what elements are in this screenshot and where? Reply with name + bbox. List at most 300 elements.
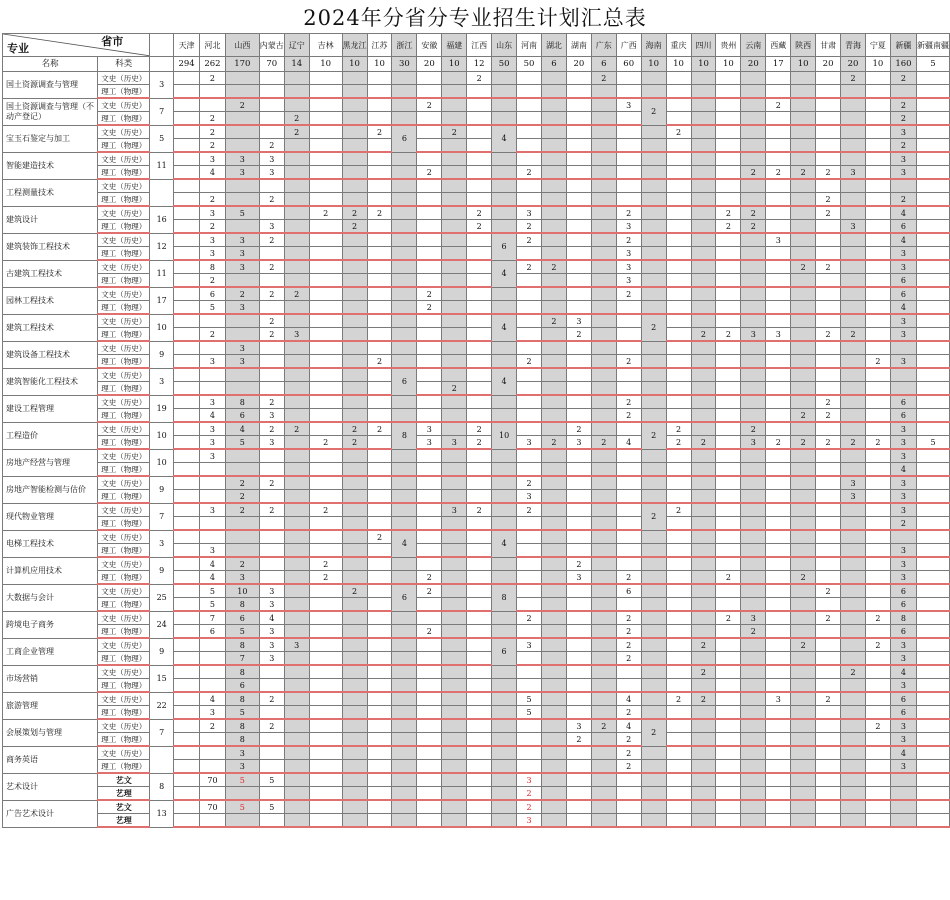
- plan-cell: [367, 463, 392, 477]
- plan-cell: [741, 692, 766, 706]
- plan-cell: [865, 463, 890, 477]
- plan-cell: [691, 611, 716, 625]
- plan-cell: [616, 328, 641, 342]
- plan-cell: [841, 544, 866, 558]
- plan-cell: [716, 652, 741, 666]
- plan-cell: [566, 692, 591, 706]
- plan-cell: [616, 544, 641, 558]
- plan-cell: [716, 139, 741, 153]
- plan-cell: [566, 166, 591, 180]
- plan-cell: 3: [890, 544, 916, 558]
- plan-cell: [467, 652, 492, 666]
- plan-cell: 2: [616, 611, 641, 625]
- plan-cell: [392, 787, 417, 801]
- plan-cell: [917, 206, 950, 220]
- plan-cell: [865, 287, 890, 301]
- plan-cell: [791, 490, 816, 504]
- plan-cell: [367, 382, 392, 396]
- plan-cell: 2: [259, 233, 284, 247]
- major-name: 会展策划与管理: [3, 719, 98, 746]
- plan-cell: [816, 652, 841, 666]
- plan-cell: [865, 220, 890, 234]
- plan-cell: [517, 139, 542, 153]
- plan-cell: [367, 436, 392, 450]
- plan-cell: [392, 247, 417, 261]
- plan-cell: [917, 490, 950, 504]
- plan-cell: [467, 193, 492, 207]
- corner-header: [3, 34, 150, 57]
- plan-cell: [766, 206, 791, 220]
- subject-type: 艺文: [98, 773, 150, 787]
- plan-cell: [616, 814, 641, 828]
- plan-cell: [865, 179, 890, 193]
- plan-cell: [284, 787, 309, 801]
- major-total: 8: [150, 773, 174, 800]
- plan-cell: [816, 746, 841, 760]
- plan-cell: 3: [890, 733, 916, 747]
- plan-cell: [492, 72, 517, 85]
- plan-cell: [442, 760, 467, 774]
- plan-cell: [917, 355, 950, 369]
- plan-cell: [259, 733, 284, 747]
- plan-cell: 2: [816, 436, 841, 450]
- plan-cell: [766, 733, 791, 747]
- plan-cell: [517, 449, 542, 463]
- plan-cell: [174, 301, 200, 315]
- plan-cell: [367, 287, 392, 301]
- plan-cell: [591, 179, 616, 193]
- plan-cell: [716, 166, 741, 180]
- plan-cell: [392, 517, 417, 531]
- plan-cell: 2: [417, 287, 442, 301]
- plan-cell: [865, 652, 890, 666]
- plan-cell: [616, 490, 641, 504]
- plan-cell: 2: [367, 355, 392, 369]
- plan-cell: 2: [890, 72, 916, 85]
- plan-cell: [816, 125, 841, 139]
- plan-cell: 3: [225, 233, 259, 247]
- plan-cell: 8: [492, 584, 517, 611]
- plan-cell: [517, 247, 542, 261]
- plan-cell: [442, 490, 467, 504]
- plan-cell: 2: [791, 638, 816, 652]
- subject-type: 理工（物理）: [98, 544, 150, 558]
- plan-cell: [174, 85, 200, 99]
- plan-cell: [541, 274, 566, 288]
- plan-cell: [259, 72, 284, 85]
- plan-cell: [791, 85, 816, 99]
- plan-cell: [517, 395, 542, 409]
- plan-cell: [917, 679, 950, 693]
- plan-cell: [367, 800, 392, 814]
- plan-cell: [766, 719, 791, 733]
- plan-cell: [392, 193, 417, 207]
- plan-cell: [342, 368, 367, 382]
- plan-cell: [791, 800, 816, 814]
- plan-cell: [917, 544, 950, 558]
- plan-cell: [816, 179, 841, 193]
- plan-cell: [641, 557, 666, 571]
- plan-cell: [442, 166, 467, 180]
- province-header: 贵州: [716, 34, 741, 57]
- plan-cell: 3: [566, 719, 591, 733]
- plan-cell: [890, 382, 916, 396]
- plan-cell: 4: [392, 530, 417, 557]
- plan-cell: [309, 247, 342, 261]
- province-header: 江苏: [367, 34, 392, 57]
- plan-cell: [865, 166, 890, 180]
- plan-cell: [816, 706, 841, 720]
- plan-cell: [666, 652, 691, 666]
- plan-cell: [174, 314, 200, 328]
- subject-type: 文史（历史）: [98, 179, 150, 193]
- plan-cell: [225, 85, 259, 99]
- plan-cell: [716, 341, 741, 355]
- major-total: 7: [150, 503, 174, 530]
- plan-cell: [691, 382, 716, 396]
- plan-cell: [616, 193, 641, 207]
- plan-cell: [741, 571, 766, 585]
- plan-cell: [865, 814, 890, 828]
- plan-cell: 6: [225, 679, 259, 693]
- plan-cell: [816, 679, 841, 693]
- plan-cell: [342, 314, 367, 328]
- plan-cell: 2: [200, 112, 226, 126]
- plan-cell: 10: [225, 584, 259, 598]
- plan-cell: 2: [467, 72, 492, 85]
- subject-type: 理工（物理）: [98, 139, 150, 153]
- plan-cell: [716, 287, 741, 301]
- plan-cell: [591, 395, 616, 409]
- plan-cell: [566, 193, 591, 207]
- plan-cell: [392, 85, 417, 99]
- plan-cell: [741, 476, 766, 490]
- plan-cell: [467, 314, 492, 328]
- plan-cell: [841, 287, 866, 301]
- province-header: 海南: [641, 34, 666, 57]
- plan-cell: 2: [517, 220, 542, 234]
- plan-cell: [566, 746, 591, 760]
- plan-cell: [865, 679, 890, 693]
- plan-cell: [791, 274, 816, 288]
- plan-cell: [309, 152, 342, 166]
- plan-cell: [467, 382, 492, 396]
- province-total: 30: [392, 57, 417, 72]
- plan-cell: 3: [259, 598, 284, 612]
- plan-cell: 3: [741, 436, 766, 450]
- plan-cell: [309, 328, 342, 342]
- plan-cell: [841, 409, 866, 423]
- plan-cell: [741, 287, 766, 301]
- plan-cell: [666, 719, 691, 733]
- plan-cell: [284, 355, 309, 369]
- plan-cell: [541, 85, 566, 99]
- plan-cell: [541, 193, 566, 207]
- plan-cell: [309, 544, 342, 558]
- plan-cell: [791, 112, 816, 126]
- plan-cell: 2: [200, 274, 226, 288]
- plan-cell: [259, 274, 284, 288]
- plan-cell: [367, 625, 392, 639]
- plan-cell: [917, 665, 950, 679]
- plan-cell: [342, 112, 367, 126]
- plan-cell: [791, 98, 816, 112]
- subject-type: 理工（物理）: [98, 571, 150, 585]
- plan-cell: [417, 787, 442, 801]
- plan-cell: [641, 395, 666, 409]
- major-name: 建设工程管理: [3, 395, 98, 422]
- plan-cell: [467, 395, 492, 409]
- plan-cell: [591, 463, 616, 477]
- plan-cell: [225, 517, 259, 531]
- plan-cell: [616, 476, 641, 490]
- major-name: 房地产智能检测与估价: [3, 476, 98, 503]
- plan-cell: [691, 247, 716, 261]
- plan-cell: [890, 179, 916, 193]
- plan-cell: [284, 260, 309, 274]
- plan-cell: [841, 247, 866, 261]
- plan-cell: 2: [566, 733, 591, 747]
- plan-cell: 5: [225, 800, 259, 814]
- plan-cell: [467, 544, 492, 558]
- plan-cell: [816, 247, 841, 261]
- province-header: 吉林: [309, 34, 342, 57]
- plan-cell: [342, 706, 367, 720]
- plan-cell: [841, 449, 866, 463]
- plan-cell: [442, 544, 467, 558]
- plan-cell: [284, 679, 309, 693]
- plan-cell: [791, 287, 816, 301]
- major-name: 国土资源调查与管理: [3, 72, 98, 99]
- plan-cell: [641, 260, 666, 274]
- plan-cell: [392, 692, 417, 706]
- major-name: 艺术设计: [3, 773, 98, 800]
- plan-cell: 3: [890, 328, 916, 342]
- plan-cell: 3: [517, 436, 542, 450]
- subject-type: 理工（物理）: [98, 652, 150, 666]
- plan-cell: [225, 274, 259, 288]
- plan-cell: [791, 706, 816, 720]
- plan-cell: [816, 800, 841, 814]
- plan-cell: 4: [200, 692, 226, 706]
- plan-cell: [442, 652, 467, 666]
- plan-cell: [816, 382, 841, 396]
- plan-cell: [691, 571, 716, 585]
- plan-cell: [716, 449, 741, 463]
- plan-cell: [666, 220, 691, 234]
- plan-cell: [517, 152, 542, 166]
- plan-cell: [666, 787, 691, 801]
- plan-cell: [367, 476, 392, 490]
- major-name: 工程造价: [3, 422, 98, 449]
- plan-cell: 2: [591, 719, 616, 733]
- plan-cell: [865, 598, 890, 612]
- plan-cell: [691, 409, 716, 423]
- plan-cell: [791, 611, 816, 625]
- province-total: 10: [865, 57, 890, 72]
- plan-cell: 2: [816, 395, 841, 409]
- plan-cell: [791, 193, 816, 207]
- plan-cell: [841, 341, 866, 355]
- plan-cell: [442, 584, 467, 598]
- plan-cell: 2: [616, 571, 641, 585]
- plan-cell: [367, 328, 392, 342]
- plan-cell: [841, 395, 866, 409]
- plan-cell: [691, 314, 716, 328]
- plan-cell: [174, 247, 200, 261]
- plan-cell: [259, 517, 284, 531]
- plan-cell: [917, 746, 950, 760]
- plan-cell: [367, 638, 392, 652]
- plan-cell: [766, 611, 791, 625]
- plan-cell: 2: [616, 355, 641, 369]
- subject-type: 理工（物理）: [98, 490, 150, 504]
- plan-cell: [716, 72, 741, 85]
- plan-cell: [716, 463, 741, 477]
- plan-cell: [174, 355, 200, 369]
- plan-cell: [816, 787, 841, 801]
- major-total: 3: [150, 530, 174, 557]
- plan-cell: [666, 274, 691, 288]
- plan-cell: [691, 179, 716, 193]
- plan-cell: 6: [200, 287, 226, 301]
- plan-cell: [284, 746, 309, 760]
- plan-cell: [342, 571, 367, 585]
- plan-cell: [517, 652, 542, 666]
- plan-cell: [392, 463, 417, 477]
- plan-cell: [716, 301, 741, 315]
- plan-cell: [841, 301, 866, 315]
- plan-cell: [417, 247, 442, 261]
- plan-cell: [342, 463, 367, 477]
- plan-cell: 4: [616, 436, 641, 450]
- plan-cell: 3: [417, 436, 442, 450]
- plan-cell: [816, 760, 841, 774]
- subject-type: 文史（历史）: [98, 719, 150, 733]
- plan-cell: [309, 125, 342, 139]
- plan-cell: [309, 760, 342, 774]
- plan-cell: 6: [890, 274, 916, 288]
- plan-cell: [741, 557, 766, 571]
- plan-cell: [517, 517, 542, 531]
- plan-cell: [417, 220, 442, 234]
- plan-cell: [766, 800, 791, 814]
- plan-cell: [666, 490, 691, 504]
- plan-cell: [741, 760, 766, 774]
- plan-cell: [766, 314, 791, 328]
- plan-cell: 6: [890, 220, 916, 234]
- plan-cell: [392, 341, 417, 355]
- major-name: 建筑设备工程技术: [3, 341, 98, 368]
- plan-cell: [841, 719, 866, 733]
- plan-cell: [566, 463, 591, 477]
- plan-cell: 2: [890, 112, 916, 126]
- plan-cell: [691, 139, 716, 153]
- plan-cell: 3: [841, 166, 866, 180]
- plan-cell: [865, 476, 890, 490]
- plan-cell: [392, 152, 417, 166]
- plan-cell: [417, 395, 442, 409]
- plan-cell: [174, 193, 200, 207]
- plan-cell: [566, 584, 591, 598]
- plan-cell: 3: [200, 395, 226, 409]
- plan-cell: [492, 287, 517, 301]
- plan-cell: [541, 814, 566, 828]
- plan-cell: 4: [225, 422, 259, 436]
- major-name: 旅游管理: [3, 692, 98, 719]
- plan-cell: [541, 733, 566, 747]
- plan-cell: [566, 274, 591, 288]
- plan-cell: [284, 139, 309, 153]
- plan-cell: [917, 395, 950, 409]
- plan-cell: 3: [566, 314, 591, 328]
- plan-cell: [766, 449, 791, 463]
- province-header: 新疆: [890, 34, 916, 57]
- plan-cell: [442, 193, 467, 207]
- plan-cell: [716, 247, 741, 261]
- plan-cell: 3: [259, 220, 284, 234]
- plan-cell: [816, 625, 841, 639]
- plan-cell: [309, 814, 342, 828]
- plan-cell: [492, 611, 517, 625]
- province-total: 10: [442, 57, 467, 72]
- plan-cell: 2: [342, 436, 367, 450]
- plan-cell: 3: [766, 233, 791, 247]
- plan-cell: 2: [309, 571, 342, 585]
- plan-cell: 3: [566, 436, 591, 450]
- plan-cell: [284, 98, 309, 112]
- plan-cell: [284, 490, 309, 504]
- plan-cell: [566, 760, 591, 774]
- plan-cell: 2: [791, 409, 816, 423]
- plan-cell: [284, 652, 309, 666]
- plan-cell: [741, 139, 766, 153]
- plan-cell: [865, 584, 890, 598]
- plan-cell: 3: [741, 328, 766, 342]
- plan-cell: 3: [890, 679, 916, 693]
- plan-cell: [591, 692, 616, 706]
- plan-cell: [367, 733, 392, 747]
- plan-cell: [309, 584, 342, 598]
- plan-cell: [517, 72, 542, 85]
- plan-cell: 2: [616, 733, 641, 747]
- plan-cell: [342, 773, 367, 787]
- plan-cell: [492, 665, 517, 679]
- plan-cell: [566, 382, 591, 396]
- plan-cell: [517, 719, 542, 733]
- plan-cell: [392, 449, 417, 463]
- plan-cell: [392, 503, 417, 517]
- plan-cell: 2: [200, 220, 226, 234]
- plan-cell: [342, 638, 367, 652]
- plan-cell: 4: [890, 301, 916, 315]
- subject-type: 理工（物理）: [98, 274, 150, 288]
- plan-cell: [666, 112, 691, 126]
- plan-cell: [309, 139, 342, 153]
- plan-cell: [641, 490, 666, 504]
- subject-type: 理工（物理）: [98, 328, 150, 342]
- plan-cell: [741, 598, 766, 612]
- plan-cell: [200, 787, 226, 801]
- plan-cell: [342, 692, 367, 706]
- plan-cell: 2: [284, 125, 309, 139]
- plan-cell: [816, 490, 841, 504]
- plan-cell: [591, 706, 616, 720]
- plan-cell: [284, 598, 309, 612]
- plan-cell: [591, 422, 616, 436]
- plan-cell: [392, 274, 417, 288]
- plan-cell: [284, 557, 309, 571]
